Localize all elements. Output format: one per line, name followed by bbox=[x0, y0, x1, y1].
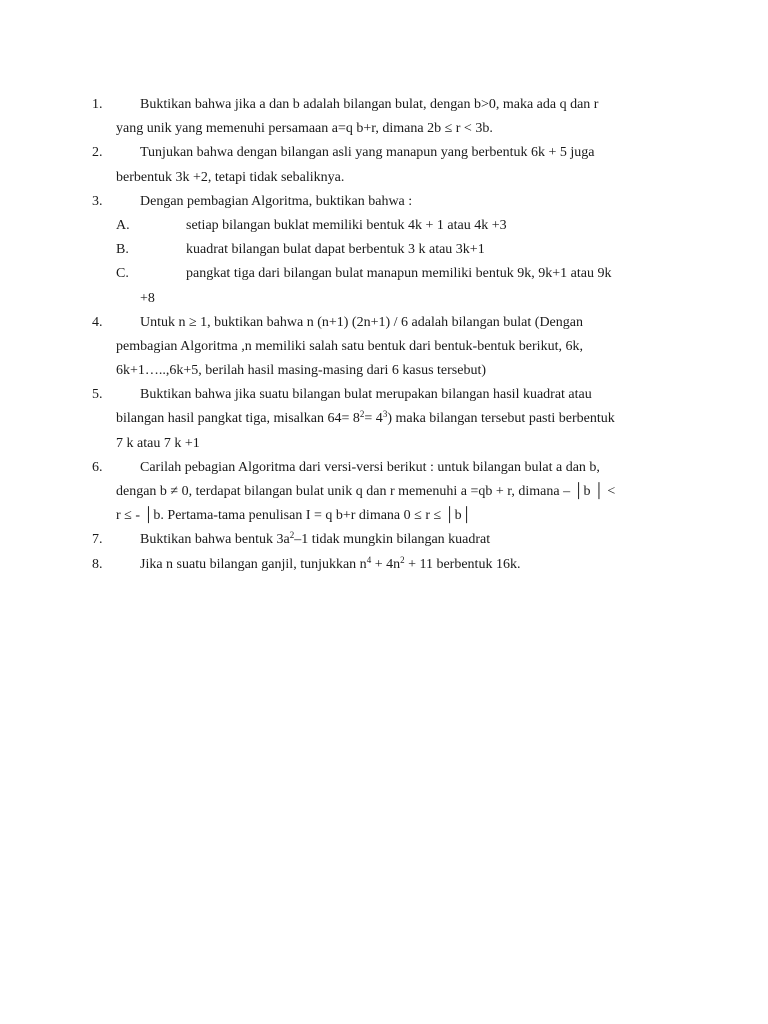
subitem-text: kuadrat bilangan bulat dapat berbentuk 3 k atau 3k+1 bbox=[186, 242, 485, 258]
exponent: 4 bbox=[366, 554, 372, 565]
subitem-text: pangkat tiga dari bilangan bulat manapun memiliki bentuk 9k, 9k+1 atau 9k bbox=[186, 266, 612, 282]
problem-text-line: Carilah pebagian Algoritma dari versi-versi berikut : untuk bilangan bulat a dan b, bbox=[140, 459, 600, 475]
subitem-letter: C. bbox=[116, 266, 129, 282]
problem-text-line: Jika n suatu bilangan ganjil, tunjukkan $n^4 + 4n^2 + 11$ berbentuk 16k. bbox=[140, 554, 521, 572]
problem-item-6 bbox=[92, 456, 672, 529]
problem-number: 3. bbox=[92, 193, 103, 209]
exponent: 2 bbox=[359, 409, 365, 420]
problem-number: 5. bbox=[92, 387, 103, 403]
problem-text-line: Tunjukan bahwa dengan bilangan asli yang manapun yang berbentuk 6k + 5 juga bbox=[140, 145, 595, 161]
subitem-c bbox=[92, 262, 672, 286]
problem-item-2 bbox=[92, 141, 672, 189]
problem-number: 1. bbox=[92, 97, 103, 112]
problem-number: 8. bbox=[92, 556, 103, 572]
problem-text-line: berbentuk 3k +2, tetapi tidak sebaliknya. bbox=[116, 169, 345, 185]
exponent: 2 bbox=[289, 530, 295, 541]
problem-number: 7. bbox=[92, 532, 103, 548]
subitem-a bbox=[92, 214, 672, 238]
problem-number: 2. bbox=[92, 145, 103, 161]
subitem-text: setiap bilangan buklat memiliki bentuk 4k + 1 atau 4k +3 bbox=[186, 217, 507, 233]
problem-text-line: Buktikan bahwa jika suatu bilangan bulat merupakan bilangan hasil kuadrat atau bbox=[140, 387, 592, 403]
problem-item-3 bbox=[92, 190, 672, 311]
exponent: 2 bbox=[400, 554, 405, 565]
problem-item-1 bbox=[92, 93, 672, 141]
problem-item-4 bbox=[92, 311, 672, 384]
problem-text-line: 7 k atau 7 k +1 bbox=[116, 435, 200, 451]
problem-text-line: Buktikan bahwa bentuk $3a^2-1$ tidak mungkin bilangan kuadrat bbox=[140, 530, 491, 548]
problem-number: 6. bbox=[92, 459, 103, 475]
problem-item-5 bbox=[92, 383, 672, 456]
subitem-b bbox=[92, 238, 672, 262]
subitem-letter: A. bbox=[116, 217, 130, 233]
problem-text-line: Dengan pembagian Algoritma, buktikan bahwa : bbox=[140, 193, 413, 209]
subitem-text-cont: +8 bbox=[140, 290, 155, 306]
problem-text-line: dengan b ≠ 0, terdapat bilangan bulat unik q dan r memenuhi a =qb + r, dimana – │b │ < bbox=[116, 484, 616, 499]
exponent: 3 bbox=[382, 409, 388, 420]
problem-item-8 bbox=[92, 553, 672, 577]
problem-text-line: bilangan hasil pangkat tiga, misalkan $64= 8^2= 4^3$) maka bilangan tersebut pasti berbentuk bbox=[116, 409, 615, 427]
problem-text-line: r ≤ - │b. Pertama-tama penulisan I = q b+r dimana 0 ≤ r ≤ │b│ bbox=[116, 508, 472, 524]
problem-text-line: Buktikan bahwa jika a dan b adalah bilangan bulat, dengan b>0, maka ada q dan r bbox=[140, 97, 599, 112]
problem-item-7 bbox=[92, 528, 672, 552]
problem-text-line: Untuk n ≥ 1, buktikan bahwa n (n+1) (2n+1) / 6 adalah bilangan bulat (Dengan bbox=[140, 314, 583, 330]
problem-text-line: yang unik yang memenuhi persamaan a=q b+r, dimana 2b ≤ r < 3b. bbox=[116, 121, 493, 137]
problem-list bbox=[92, 93, 672, 577]
problem-number: 4. bbox=[92, 314, 103, 330]
problem-text-line: 6k+1…..,6k+5, berilah hasil masing-masing dari 6 kasus tersebut) bbox=[116, 363, 487, 379]
subitem-letter: B. bbox=[116, 242, 129, 258]
problem-text-line: pembagian Algoritma ,n memiliki salah satu bentuk dari bentuk-bentuk berikut, 6k, bbox=[116, 338, 583, 354]
